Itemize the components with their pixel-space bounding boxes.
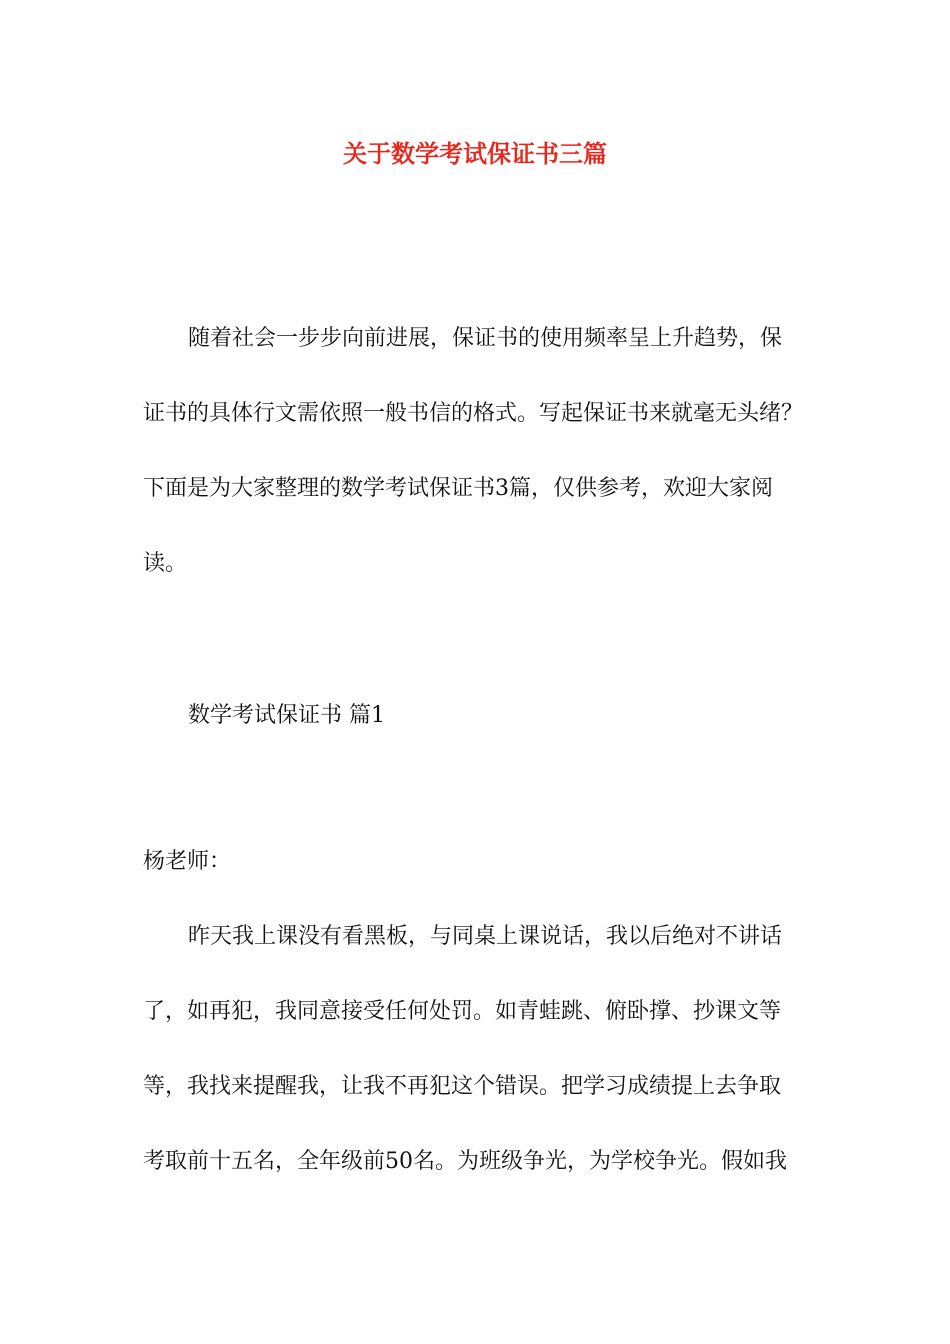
- salutation: 杨老师：: [143, 849, 232, 874]
- intro-line: 读。: [143, 551, 188, 576]
- body-line: 了，如再犯，我同意接受任何处罚。如青蛙跳、俯卧撑、抄课文等: [143, 999, 782, 1024]
- intro-line: 随着社会一步步向前进展，保证书的使用频率呈上升趋势，保: [188, 326, 783, 351]
- document-title: 关于数学考试保证书三篇: [343, 139, 607, 168]
- intro-line: 下面是为大家整理的数学考试保证书3篇，仅供参考，欢迎大家阅: [143, 476, 773, 501]
- body-line: 考取前十五名，全年级前50名。为班级争光，为学校争光。假如我: [143, 1149, 787, 1174]
- intro-line: 证书的具体行文需依照一般书信的格式。写起保证书来就毫无头绪？: [143, 401, 804, 426]
- section-heading: 数学考试保证书 篇1: [188, 703, 385, 728]
- body-line: 等，我找来提醒我，让我不再犯这个错误。把学习成绩提上去争取: [143, 1074, 782, 1099]
- body-line: 昨天我上课没有看黑板，与同桌上课说话，我以后绝对不讲话: [188, 924, 783, 949]
